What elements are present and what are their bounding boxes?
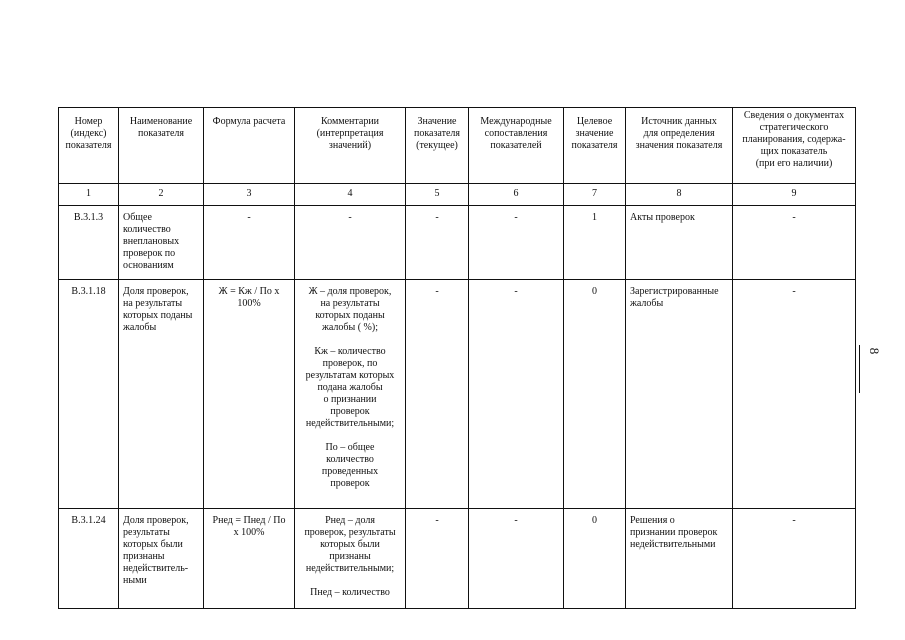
- comment: Ж – доля проверок, на результаты которых поданы жалобы ( %); Кж – количество проверок, по результатам которых подана жалобы о признании проверок недействительными; По – общее количество проведенных проверок: [305, 286, 395, 489]
- target-value: 0: [592, 286, 597, 297]
- current-value: -: [435, 212, 439, 223]
- column-number: 8: [676, 188, 682, 199]
- header-comment: Комментарии (интерпретация значений): [316, 116, 384, 151]
- column-number: 7: [592, 188, 597, 199]
- row-divider: [59, 183, 855, 184]
- header-formula: Формула расчета: [212, 116, 286, 127]
- page-edge-mark: [859, 345, 860, 393]
- data-source: Зарегистрированные жалобы: [630, 286, 719, 309]
- planning-docs: -: [792, 515, 796, 526]
- target-value: 0: [592, 515, 597, 526]
- row-divider: [59, 508, 855, 509]
- header-international: Международные сопоставления показателей: [480, 116, 552, 151]
- indicator-table: [58, 107, 856, 609]
- international-value: -: [514, 515, 518, 526]
- current-value: -: [435, 515, 439, 526]
- row-divider: [59, 279, 855, 280]
- indicator-code: В.3.1.3: [73, 212, 104, 223]
- formula: Ж = Кж / По х 100%: [218, 286, 280, 309]
- formula: -: [247, 212, 251, 223]
- header-name: Наименование показателя: [129, 116, 193, 139]
- formula: Рнед = Пнед / По х 100%: [212, 515, 286, 538]
- indicator-code: В.3.1.18: [71, 286, 106, 297]
- indicator-name: Общее количество внеплановых проверок по основаниям: [123, 212, 180, 271]
- column-number: 3: [246, 188, 252, 199]
- indicator-code: В.3.1.24: [71, 515, 106, 526]
- data-source: Акты проверок: [630, 212, 695, 223]
- comment: -: [348, 212, 352, 223]
- column-number: 6: [513, 188, 519, 199]
- current-value: -: [435, 286, 439, 297]
- header-planning-docs: Сведения о документах стратегического планирования, содержа- щих показатель (при его наличии): [742, 110, 846, 169]
- header-current-value: Значение показателя (текущее): [413, 116, 461, 151]
- indicator-name: Доля проверок, на результаты которых поданы жалобы: [123, 286, 193, 333]
- row-divider: [59, 205, 855, 206]
- column-number: 9: [791, 188, 797, 199]
- column-number: 4: [347, 188, 353, 199]
- international-value: -: [514, 212, 518, 223]
- column-number: 2: [158, 188, 164, 199]
- header-target-value: Целевое значение показателя: [571, 116, 618, 151]
- column-number: 5: [434, 188, 440, 199]
- header-data-source: Источник данных для определения значения показателя: [635, 116, 723, 151]
- page-number: 8: [867, 347, 882, 355]
- target-value: 1: [592, 212, 597, 223]
- international-value: -: [514, 286, 518, 297]
- comment: Рнед – доля проверок, результаты которых были признаны недействительными; Пнед – количество: [304, 515, 396, 598]
- indicator-name: Доля проверок, результаты которых были признаны недействитель- ными: [123, 515, 189, 586]
- planning-docs: -: [792, 286, 796, 297]
- data-source: Решения о признании проверок недействительными: [630, 515, 718, 550]
- planning-docs: -: [792, 212, 796, 223]
- column-number: 1: [86, 188, 91, 199]
- header-code: Номер (индекс) показателя: [65, 116, 112, 151]
